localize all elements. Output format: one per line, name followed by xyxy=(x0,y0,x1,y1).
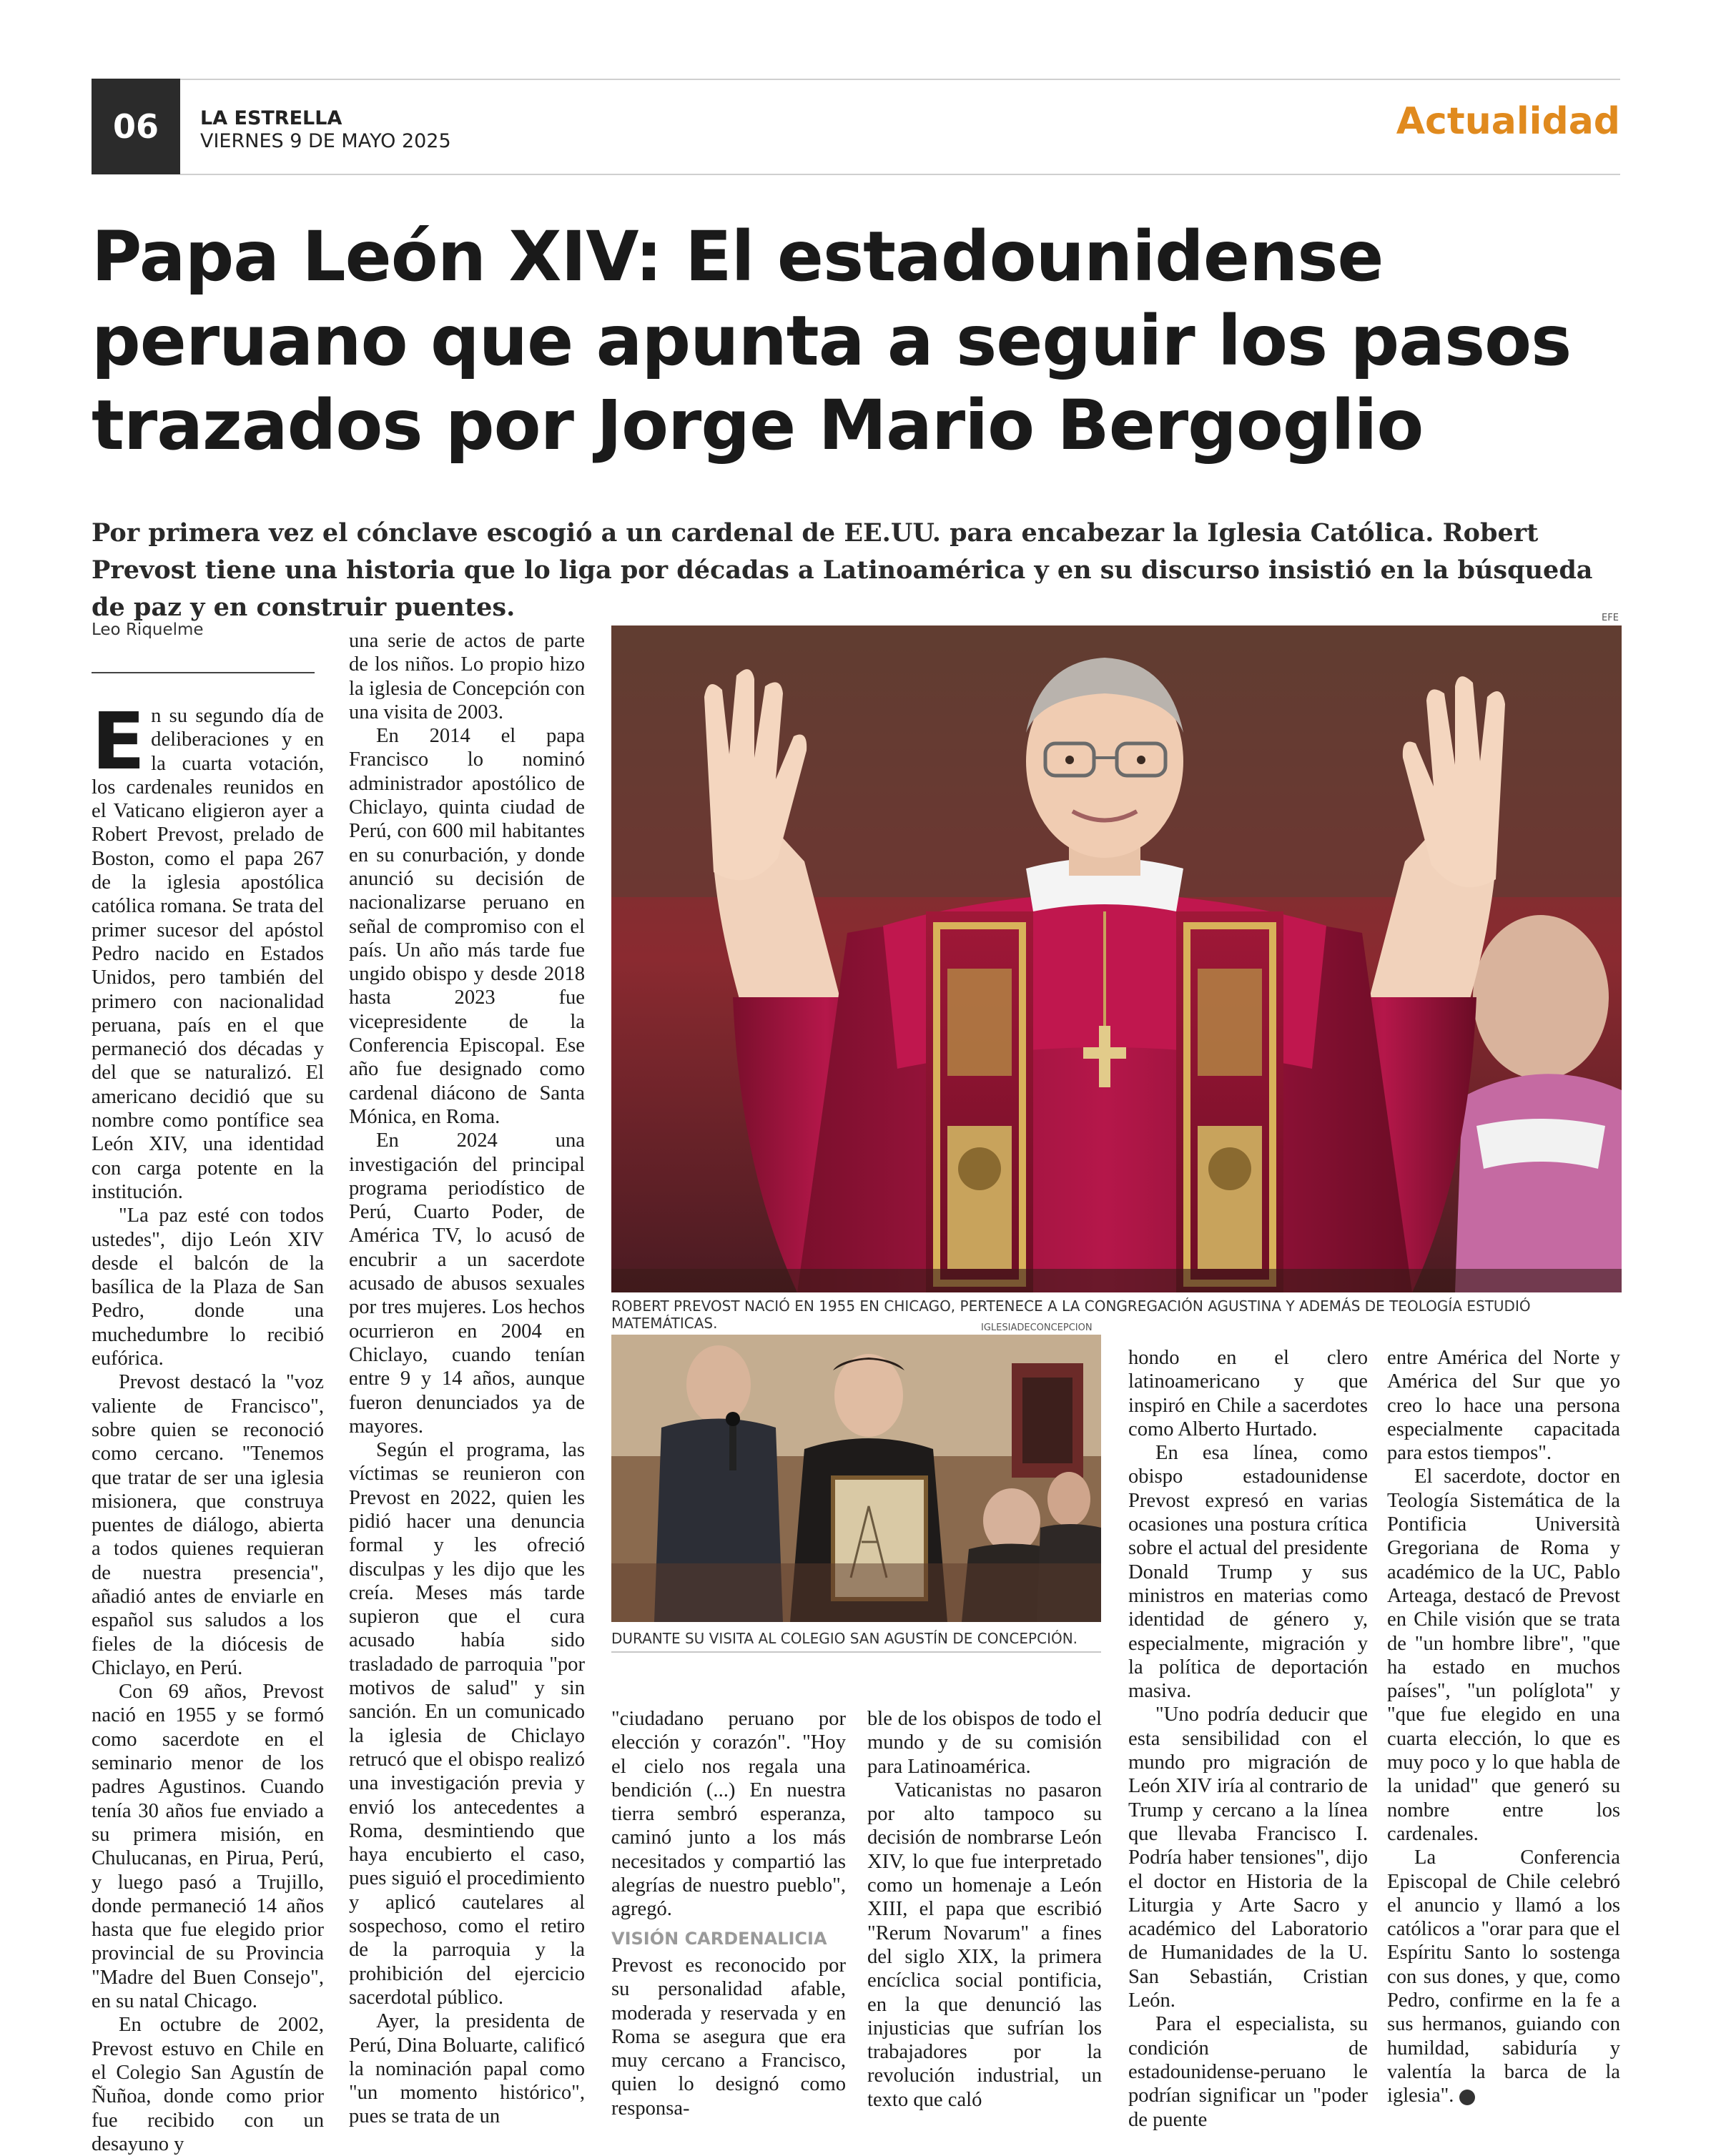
end-mark-icon: ✪ xyxy=(1459,2090,1475,2105)
issue-date: VIERNES 9 DE MAYO 2025 xyxy=(200,130,451,152)
article-column-3 xyxy=(611,1707,846,2120)
paragraph: entre América del Norte y América del Sur que yo creo lo hace una persona especialmente capacitada para estos tiempos". xyxy=(1387,1347,1620,1465)
caption-rule xyxy=(611,1651,1101,1653)
byline: Leo Riquelme xyxy=(92,620,204,639)
article-column-4 xyxy=(867,1707,1102,2111)
paragraph: En su segundo día de deliberaciones y en la cuarta votación, los cardenales reunidos en el Vaticano eligieron ayer a Robert Prevost, prelado de Boston, como el papa 267 de la iglesia apostólica católica romana. Se trata del primer sucesor del apóstol Pedro nacido en Estados Unidos, pero también del primero con nacionalidad peruana, país en el que permaneció dos décadas y del que se naturalizó. El americano decidió que su nombre como pontífice sea León XIV, una identidad con carga potente en la institución. xyxy=(92,696,324,1203)
paragraph: Prevost es reconocido por su personalidad afable, moderada y reservada y en Roma se asegura que era muy cercano a Francisco, quien lo designó como responsa- xyxy=(611,1954,846,2120)
main-photo xyxy=(611,625,1622,1292)
paragraph: En octubre de 2002, Prevost estuvo en Chile en el Colegio San Agustín de Ñuñoa, donde como prior fue recibido con un desayuno y xyxy=(92,2014,324,2155)
paragraph: Según el programa, las víctimas se reunieron con Prevost en 2022, quien les pidió hacer una denuncia formal y les ofreció disculpas y les dijo que les creía. Meses más tarde supieron que el cura acusado había sido trasladado de parroquia "por motivos de salud" y sin sanción. En un comunicado la iglesia de Chiclayo retrucó que el obispo realizó una investigación previa y envió los antecedentes a Roma, desmintiendo que haya encubierto el caso, pues siguió el procedimiento y aplicó cautelares al sospechoso, como el retiro de la parroquia y la prohibición del ejercicio sacerdotal público. xyxy=(349,1439,585,2009)
headline: Papa León XIV: El estadounidense peruano que apunta a seguir los pasos trazados por Jorge Mario Bergoglio xyxy=(92,217,1572,465)
byline-rule xyxy=(92,672,315,673)
paragraph: "ciudadano peruano por elección y corazón". "Hoy el cielo nos regala una bendición (...) En nuestra tierra sembró esperanza, caminó junto a los más necesitados y compartió las alegrías de nuestro pueblo", agregó. xyxy=(611,1708,846,1921)
second-photo-caption: DURANTE SU VISITA AL COLEGIO SAN AGUSTÍN DE CONCEPCIÓN. xyxy=(611,1630,1078,1647)
main-photo-caption: ROBERT PREVOST NACIÓ EN 1955 EN CHICAGO, PERTENECE A LA CONGREGACIÓN AGUSTINA Y ADEMÁS DE TEOLOGÍA ESTUDIÓ MATEMÁTICAS. xyxy=(611,1297,1531,1332)
paragraph: El sacerdote, doctor en Teología Sistemática de la Pontificia Università Gregoriana de Roma y académico de la UC, Pablo Arteaga, destacó de Prevost en Chile visión que se trata de "un hombre libre", "que ha estado en muchos países", "un políglota" y "que fue elegido en una cuarta elección, lo que es muy poco y lo que habla de la unidad" que generó su nombre entre los cardenales. xyxy=(1387,1465,1620,1845)
paragraph: Ayer, la presidenta de Perú, Dina Boluarte, calificó la nominación papal como "un momento histórico", pues se trata de un xyxy=(349,2010,585,2128)
paper-name: LA ESTRELLA xyxy=(200,107,342,129)
paragraph: "La paz esté con todos ustedes", dijo León XIV desde el balcón de la basílica de la Plaza de San Pedro, donde una muchedumbre lo recibió eufórica. xyxy=(92,1205,324,1370)
paragraph: En 2014 el papa Francisco lo nominó administrador apostólico de Chiclayo, quinta ciudad de Perú, con 600 mil habitantes en su conurbación, y donde anunció su decisión de nacionalizarse peruano en señal de compromiso con el país. Un año más tarde fue ungido obispo y desde 2018 hasta 2023 fue vicepresidente de la Conferencia Episcopal. Ese año fue designado como cardenal diácono de Santa Mónica, en Roma. xyxy=(349,725,585,1128)
pope-balcony-illustration xyxy=(611,625,1622,1292)
photo-credit-main: EFE xyxy=(1602,613,1619,623)
photo-credit-second: IGLESIADECONCEPCION xyxy=(981,1322,1093,1333)
paragraph: Para el especialista, su condición de estadounidense-peruano le podrían significar un "poder de puente xyxy=(1128,2013,1368,2131)
article-column-6 xyxy=(1387,1346,1620,2107)
paragraph: ble de los obispos de todo el mundo y de su comisión para Latinoamérica. xyxy=(867,1708,1102,1778)
article-column-5 xyxy=(1128,1346,1368,2131)
masthead xyxy=(200,107,451,153)
paragraph: hondo en el clero latinoamericano y que inspiró en Chile a sacerdotes como Alberto Hurtado. xyxy=(1128,1347,1368,1440)
second-photo xyxy=(611,1335,1101,1622)
top-rule xyxy=(92,79,1620,80)
paragraph: En 2024 una investigación del principal programa periodístico de Perú, Cuarto Poder, de América TV, lo acusó de encubrir a un sacerdote acusado de abusos sexuales por tres mujeres. Los hechos ocurrieron en 2004 en Chiclayo, cuando tenían entre 9 y 14 años, aunque fueron denunciados ya de mayores. xyxy=(349,1129,585,1438)
paragraph: Prevost destacó la "voz valiente de Francisco", sobre quien se reconoció como cercano. "Tenemos que tratar de ser una iglesia misionera, que construya puentes de diálogo, abierta a todos quienes requieran de nuestra presencia", añadió antes de enviarle en español sus saludos a los fieles de la diócesis de Chiclayo, en Perú. xyxy=(92,1371,324,1679)
header-rule xyxy=(180,174,1620,175)
paragraph: En esa línea, como obispo estadounidense Prevost expresó en varias ocasiones una postura crítica sobre el actual del presidente Donald Trump y sus ministros en materias como identidad de género y, especialmente, migración y la política de deportación masiva. xyxy=(1128,1442,1368,1703)
page-number: 06 xyxy=(92,79,180,174)
paragraph: una serie de actos de parte de los niños. Lo propio hizo la iglesia de Concepción con una visita de 2003. xyxy=(349,630,585,723)
paragraph: Con 69 años, Prevost nació en 1955 y se formó como sacerdote en el seminario menor de los padres Agustinos. Cuando tenía 30 años fue enviado a su primera misión, en Chulucanas, en Pirua, Perú, y luego pasó a Trujillo, donde permaneció 14 años hasta que fue elegido prior provincial de su Provincia "Madre del Buen Consejo", en su natal Chicago. xyxy=(92,1681,324,2013)
paragraph: Vaticanistas no pasaron por alto tampoco su decisión de nombrarse León XIV, lo que fue interpretado como un homenaje a León XIII, el papa que escribió "Rerum Novarum" a fines del siglo XIX, la primera encíclica social pontificia, en la que denunció las injusticias que sufrían los trabajadores por la revolución industrial, un texto que caló xyxy=(867,1779,1102,2111)
school-visit-illustration xyxy=(611,1335,1101,1622)
section-label: Actualidad xyxy=(1396,100,1620,143)
article-column-1 xyxy=(92,696,324,2155)
lead-paragraph: Por primera vez el cónclave escogió a un cardenal de EE.UU. para encabezar la Iglesia Católica. Robert Prevost tiene una historia que lo liga por décadas a Latinoamérica y en su discurso insistió en la búsqueda de paz y en construir puentes. xyxy=(92,518,1593,622)
paragraph: "Uno podría deducir que esta sensibilidad con el mundo pro migración de León XIV iría al contrario de Trump y cercano a la línea que llevaba Francisco I. Podría haber tensiones", dijo el doctor en Historia de la Liturgia y Arte Sacro y académico del Laboratorio de Humanidades de la U. San Sebastián, Cristian León. xyxy=(1128,1703,1368,2012)
article-column-2 xyxy=(349,629,585,2128)
paragraph: La Conferencia Episcopal de Chile celebró el anuncio y llamó a los católicos a "orar para que el Espíritu Santo lo sostenga con sus dones, y que, como Pedro, confirme en la fe a sus hermanos, guiando con humildad, sabiduría y valentía la barca de la iglesia". ✪ xyxy=(1387,1846,1620,2107)
subhead: VISIÓN CARDENALICIA xyxy=(611,1928,827,1949)
drop-cap: E xyxy=(92,696,146,787)
